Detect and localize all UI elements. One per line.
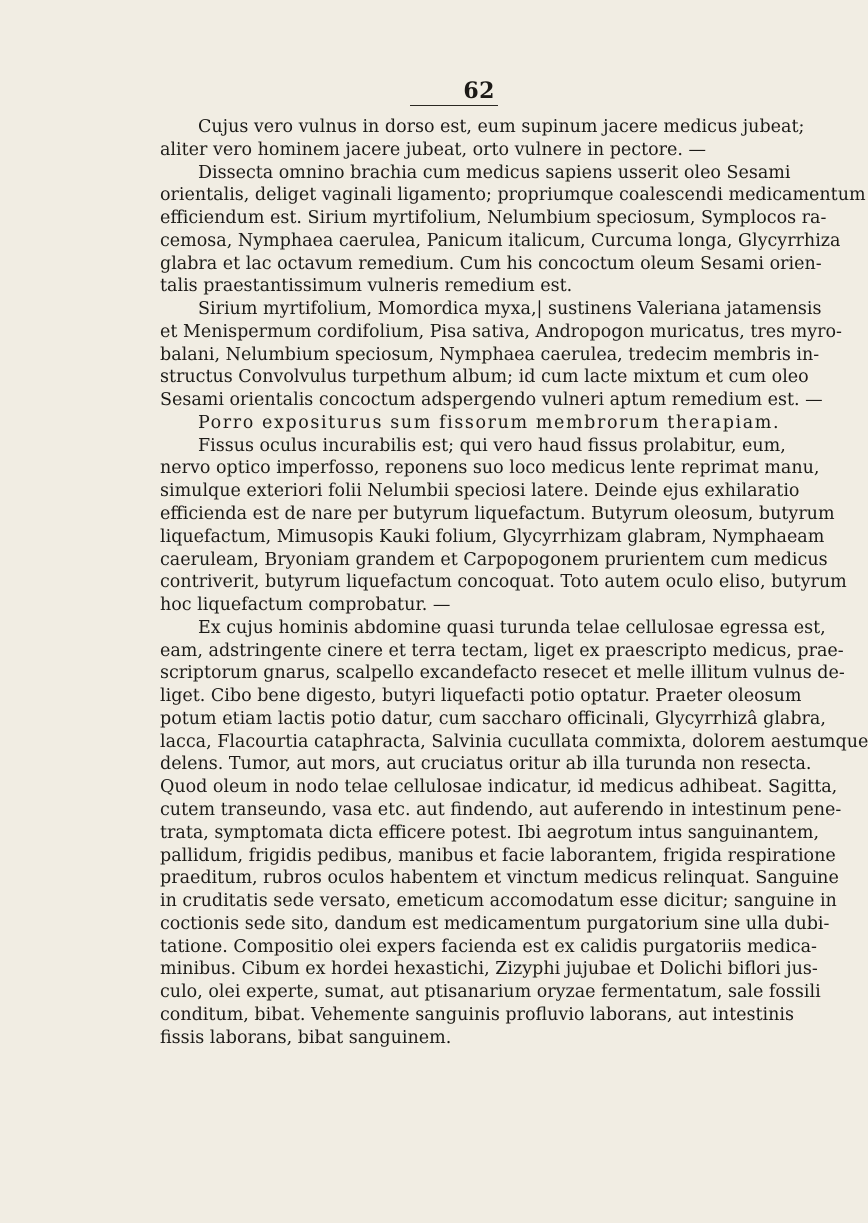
text-line: caeruleam, Bryoniam grandem et Carpopogonem prurientem cum medicus	[160, 549, 828, 570]
text-line: lacca, Flacourtia cataphracta, Salvinia cucullata commixta, dolorem aestumque	[160, 731, 868, 752]
text-line: nervo optico imperfosso, reponens suo loco medicus lente reprimat manu,	[160, 458, 820, 479]
text-line: praeditum, rubros oculos habentem et vinctum medicus relinquat. Sanguine	[160, 868, 839, 889]
page-number-rule	[410, 105, 498, 106]
text-line: cutem transeundo, vasa etc. aut findendo, aut auferendo in intestinum pene-	[160, 799, 842, 820]
text-line: hoc liquefactum comprobatur. —	[160, 595, 451, 616]
text-line: in cruditatis sede versato, emeticum accomodatum esse dicitur; sanguine in	[160, 891, 837, 912]
text-line: Fissus oculus incurabilis est; qui vero haud fissus prolabitur, eum,	[198, 435, 786, 456]
text-line: scriptorum gnarus, scalpello excandefacto resecet et melle illitum vulnus de-	[160, 663, 845, 684]
text-line: structus Convolvulus turpethum album; id cum lacte mixtum et cum oleo	[160, 367, 809, 388]
text-line: eam, adstringente cinere et terra tectam, liget ex praescripto medicus, prae-	[160, 640, 844, 661]
text-line: Ex cujus hominis abdomine quasi turunda telae cellulosae egressa est,	[198, 617, 826, 638]
text-line: pallidum, frigidis pedibus, manibus et facie laborantem, frigida respiratione	[160, 845, 836, 866]
text-line: conditum, bibat. Vehemente sanguinis profluvio laborans, aut intestinis	[160, 1004, 794, 1025]
text-line: liquefactum, Mimusopis Kauki folium, Glycyrrhizam glabram, Nymphaeam	[160, 526, 825, 547]
text-line: Quod oleum in nodo telae cellulosae indicatur, id medicus adhibeat. Sagitta,	[160, 777, 838, 798]
text-line: Cujus vero vulnus in dorso est, eum supinum jacere medicus jubeat;	[198, 117, 805, 137]
text-line: efficiendum est. Sirium myrtifolium, Nelumbium speciosum, Symplocos ra-	[160, 208, 827, 229]
text-line: talis praestantissimum vulneris remedium est.	[160, 276, 573, 297]
text-line: liget. Cibo bene digesto, butyri liquefacti potio optatur. Praeter oleosum	[160, 686, 802, 707]
text-line: simulque exteriori folii Nelumbii speciosi latere. Deinde ejus exhilaratio	[160, 481, 800, 502]
text-line: aliter vero hominem jacere jubeat, orto vulnere in pectore. —	[160, 139, 706, 160]
text-line: delens. Tumor, aut mors, aut cruciatus oritur ab illa turunda non resecta.	[160, 754, 812, 775]
text-line: potum etiam lactis potio datur, cum saccharo officinali, Glycyrrhizâ glabra,	[160, 708, 826, 729]
text-line: glabra et lac octavum remedium. Cum his concoctum oleum Sesami orien-	[160, 253, 822, 274]
text-line: culo, olei experte, sumat, aut ptisanarium oryzae fermentatum, sale fossili	[160, 982, 821, 1003]
text-line: trata, symptomata dicta efficere potest. Ibi aegrotum intus sanguinantem,	[160, 822, 820, 843]
text-line: fissis laborans, bibat sanguinem.	[160, 1027, 452, 1048]
text-line: balani, Nelumbium speciosum, Nymphaea caerulea, tredecim membris in-	[160, 344, 820, 365]
text-line: minibus. Cibum ex hordei hexastichi, Zizyphi jujubae et Dolichi biflori jus-	[160, 959, 818, 980]
text-line: Sirium myrtifolium, Momordica myxa,| sustinens Valeriana jatamensis	[198, 299, 822, 320]
text-line: contriverit, butyrum liquefactum concoquat. Toto autem oculo eliso, butyrum	[160, 572, 847, 593]
text-line: coctionis sede sito, dandum est medicamentum purgatorium sine ulla dubi-	[160, 913, 830, 934]
text-line: et Menispermum cordifolium, Pisa sativa, Andropogon muricatus, tres myro-	[160, 321, 842, 342]
text-line: efficienda est de nare per butyrum liquefactum. Butyrum oleosum, butyrum	[160, 504, 835, 525]
text-line: Porro expositurus sum fissorum membrorum therapiam.	[198, 412, 781, 433]
text-line: Sesami orientalis concoctum adspergendo vulneri aptum remedium est. —	[160, 390, 823, 411]
text-line: tatione. Compositio olei expers facienda est ex calidis purgatoriis medica-	[160, 936, 817, 957]
text-line: orientalis, deliget vaginali ligamento; propriumque coalescendi medicamentum	[160, 185, 866, 206]
page-number: 62	[463, 78, 495, 104]
text-line: cemosa, Nymphaea caerulea, Panicum italicum, Curcuma longa, Glycyrrhiza	[160, 230, 841, 251]
text-line: Dissecta omnino brachia cum medicus sapiens usserit oleo Sesami	[198, 162, 791, 183]
body-text	[160, 116, 868, 1049]
